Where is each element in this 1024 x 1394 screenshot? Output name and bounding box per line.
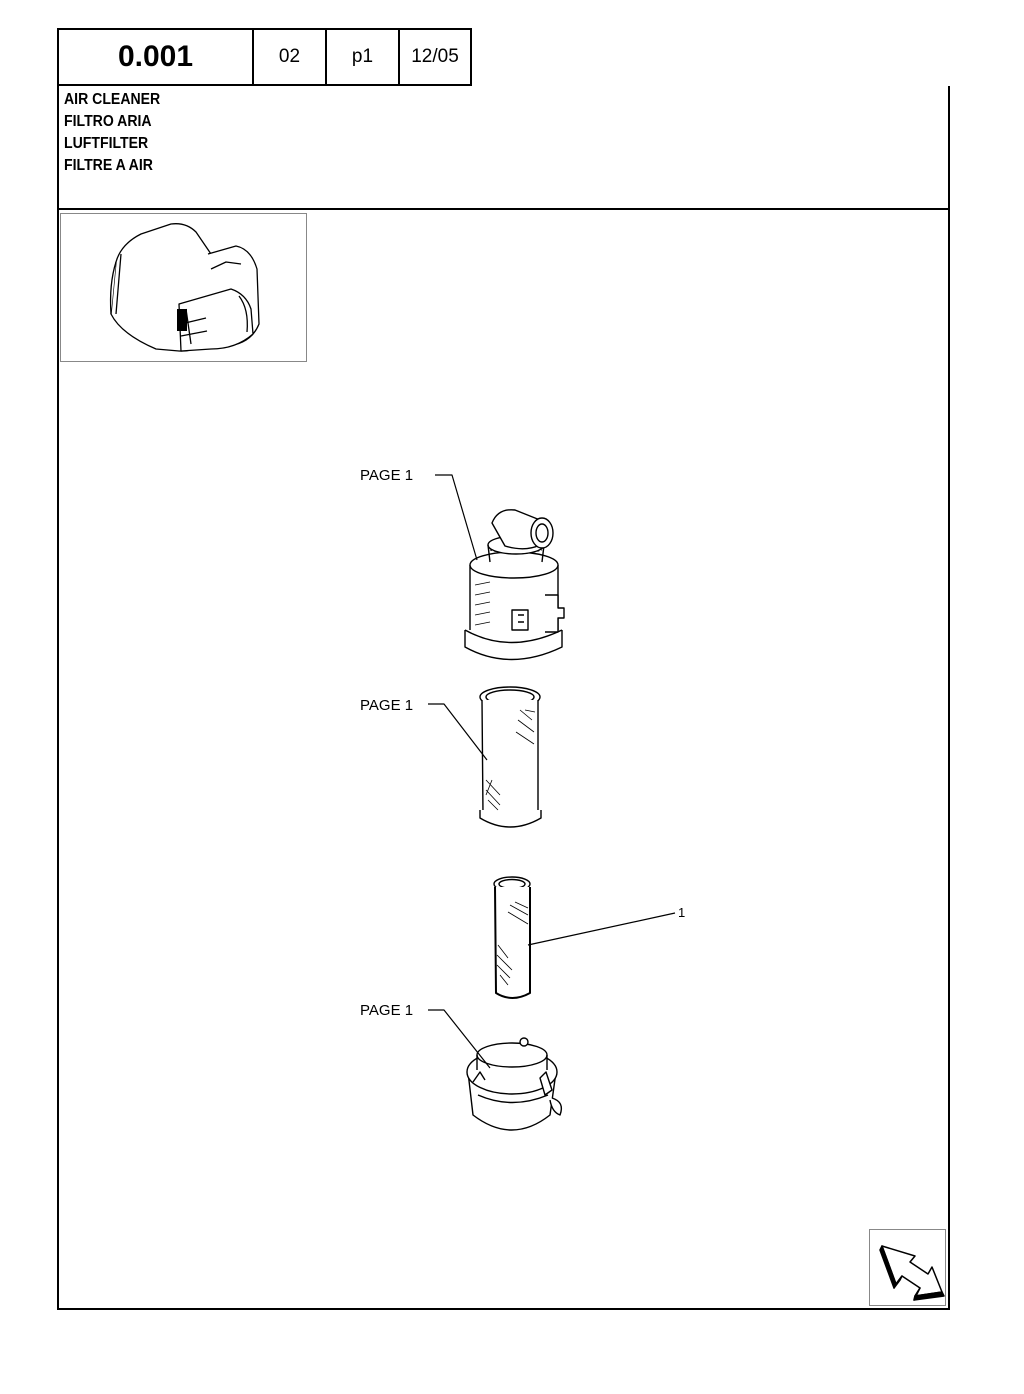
callout-housing[interactable]: PAGE 1 — [360, 467, 414, 484]
next-page-button[interactable] — [869, 1229, 946, 1306]
callout-outer-element[interactable]: PAGE 1 — [360, 697, 414, 714]
page-number: p1 — [325, 28, 400, 86]
title-english: AIR CLEANER — [64, 91, 161, 108]
dust-cover — [467, 1038, 561, 1130]
exploded-parts-drawing — [340, 450, 720, 1170]
next-page-arrow-icon — [870, 1230, 945, 1305]
title-german: LUFTFILTER — [64, 135, 149, 152]
callout-cover[interactable]: PAGE 1 — [360, 1002, 414, 1019]
title-italian: FILTRO ARIA — [64, 113, 152, 130]
location-thumbnail — [60, 213, 307, 362]
title-french: FILTRE A AIR — [64, 157, 153, 174]
air-cleaner-housing — [465, 510, 564, 660]
air-cleaner-thumbnail-icon — [61, 214, 306, 361]
outer-filter-element — [480, 687, 541, 827]
inner-filter-element — [494, 877, 530, 998]
issue-date: 12/05 — [398, 28, 472, 86]
title-block — [57, 86, 950, 210]
section-code: 0.001 — [57, 28, 254, 86]
callout-inner-element[interactable]: 1 — [678, 905, 686, 920]
revision-number: 02 — [252, 28, 327, 86]
